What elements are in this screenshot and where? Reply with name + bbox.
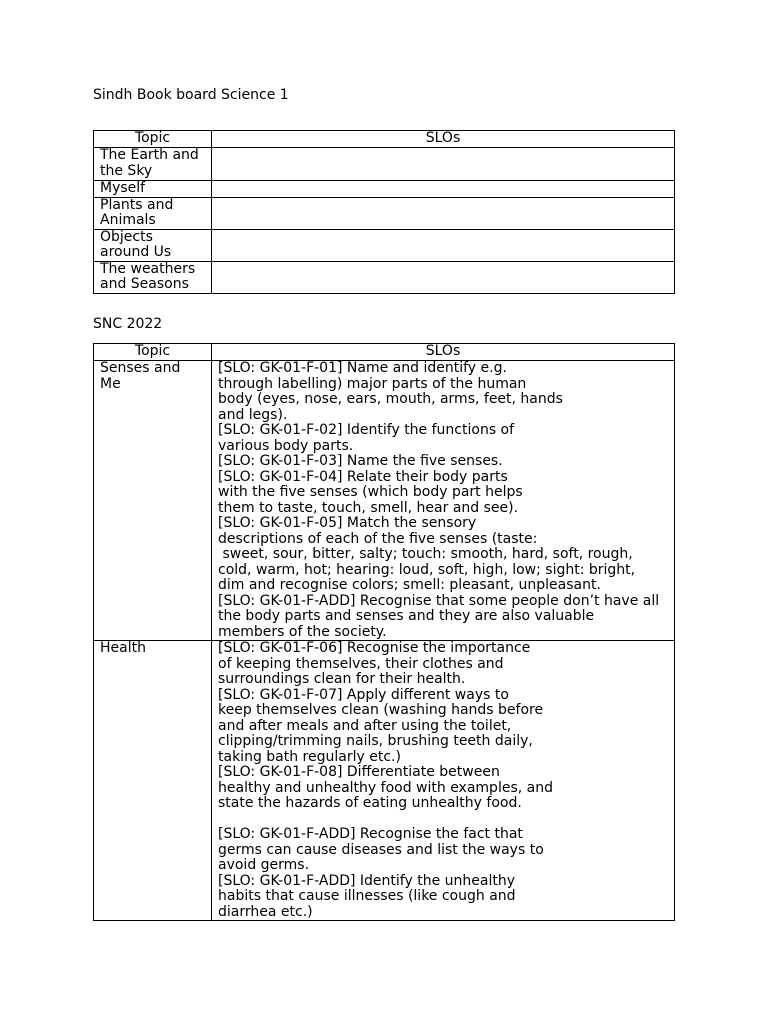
slo-line: and legs). — [218, 406, 288, 423]
slo-line: [SLO: GK-01-F-ADD] Identify the unhealthy — [218, 872, 515, 889]
slo-line: dim and recognise colors; smell: pleasant, unpleasant. — [218, 577, 601, 593]
blank-line — [218, 812, 668, 828]
slos-cell — [212, 641, 675, 921]
topic-cell: Health — [94, 641, 212, 921]
slo-line: of keeping themselves, their clothes and — [218, 655, 504, 672]
table-row — [94, 148, 675, 181]
header-slos: SLOs — [212, 344, 675, 361]
slo-line: members of the society. — [218, 623, 387, 640]
document-title: Sindh Book board Science 1 — [93, 87, 289, 103]
slo-line: [SLO: GK-01-F-06] Recognise the importance — [218, 640, 531, 656]
slo-line: [SLO: GK-01-F-08] Differentiate between — [218, 764, 500, 780]
table-row — [94, 261, 675, 293]
topic-cell: Plants and Animals — [94, 197, 212, 229]
slos-cell — [212, 181, 675, 198]
slo-line: diarrhea etc.) — [218, 903, 313, 920]
slo-line: cold, warm, hot; hearing: loud, soft, high, low; sight: bright, — [218, 561, 636, 578]
table-row — [94, 641, 675, 921]
slo-line: healthy and unhealthy food with examples, and — [218, 779, 553, 796]
slo-line: [SLO: GK-01-F-07] Apply different ways to — [218, 686, 509, 703]
slos-cell — [212, 361, 675, 641]
slo-line: sweet, sour, bitter, salty; touch: smooth, hard, soft, rough, — [218, 546, 633, 562]
slo-line: with the five senses (which body part helps — [218, 484, 523, 500]
table-snc-2022 — [93, 343, 675, 921]
slo-line: [SLO: GK-01-F-01] Name and identify e.g. — [218, 360, 507, 376]
slos-cell — [212, 197, 675, 229]
slo-line: [SLO: GK-01-F-05] Match the sensory — [218, 515, 477, 531]
table-row — [94, 361, 675, 641]
header-topic: Topic — [94, 344, 212, 361]
slo-line: clipping/trimming nails, brushing teeth daily, — [218, 733, 533, 749]
slo-line: [SLO: GK-01-F-03] Name the five senses. — [218, 453, 503, 469]
topic-cell: Objects around Us — [94, 229, 212, 261]
slo-line: [SLO: GK-01-F-ADD] Recognise the fact that — [218, 826, 523, 842]
slo-line: state the hazards of eating unhealthy food. — [218, 795, 522, 811]
header-slos: SLOs — [212, 131, 675, 148]
slo-line: [SLO: GK-01-F-02] Identify the functions of — [218, 422, 515, 438]
slos-cell — [212, 229, 675, 261]
table-row — [94, 229, 675, 261]
slo-line: descriptions of each of the five senses (taste: — [218, 530, 538, 547]
slo-line: surroundings clean for their health. — [218, 671, 466, 687]
table-row — [94, 197, 675, 229]
slos-cell — [212, 261, 675, 293]
topic-cell: The Earth and the Sky — [94, 148, 212, 181]
slo-line: avoid germs. — [218, 857, 310, 873]
slo-line: body (eyes, nose, ears, mouth, arms, feet, hands — [218, 391, 563, 407]
slo-line: [SLO: GK-01-F-04] Relate their body parts — [218, 468, 508, 485]
slo-line: and after meals and after using the toilet, — [218, 717, 512, 734]
topic-cell: The weathers and Seasons — [94, 261, 212, 293]
slos-cell — [212, 148, 675, 181]
table-header-row — [94, 131, 675, 148]
slo-line: taking bath regularly etc.) — [218, 748, 401, 765]
slo-line: through labelling) major parts of the human — [218, 375, 527, 392]
slo-line: various body parts. — [218, 437, 354, 454]
slo-line: them to taste, touch, smell, hear and see). — [218, 499, 519, 516]
table-header-row — [94, 344, 675, 361]
topic-cell: Senses and Me — [94, 361, 212, 641]
slo-line: [SLO: GK-01-F-ADD] Recognise that some people don’t have all — [218, 592, 660, 609]
slo-line: keep themselves clean (washing hands before — [218, 702, 544, 718]
slo-line: germs can cause diseases and list the ways to — [218, 841, 544, 858]
slo-line: the body parts and senses and they are also valuable — [218, 608, 595, 624]
table-row — [94, 181, 675, 198]
section-title-snc: SNC 2022 — [93, 316, 163, 332]
slo-line: habits that cause illnesses (like cough and — [218, 888, 516, 904]
table-old-curriculum — [93, 130, 675, 294]
topic-cell: Myself — [94, 181, 212, 198]
header-topic: Topic — [94, 131, 212, 148]
